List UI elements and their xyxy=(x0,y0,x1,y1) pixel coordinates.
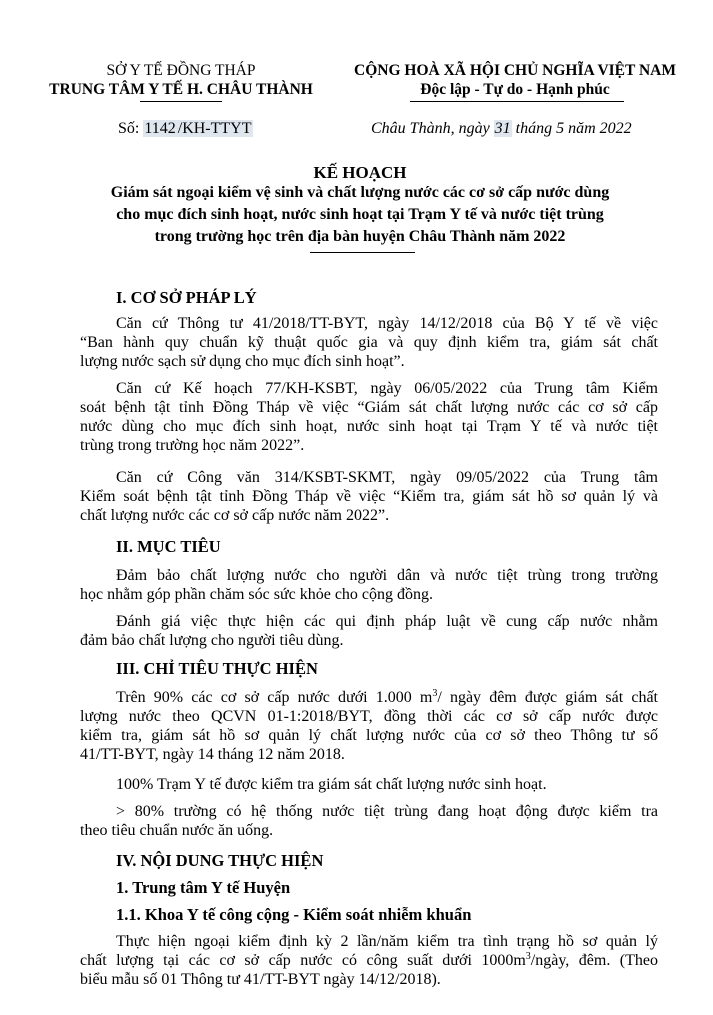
doc-subtitle-line2: cho mục đích sinh hoạt, nước sinh hoạt tại Trạm Y tế và nước tiệt trùng xyxy=(116,206,604,223)
paragraph-line: biểu mẫu số 01 Thông tư 41/TT-BYT ngày 14/12/2018). xyxy=(80,971,441,988)
paragraph-content-1 xyxy=(80,932,658,989)
org-name: TRUNG TÂM Y TẾ H. CHÂU THÀNH xyxy=(49,81,313,98)
superscript: 3 xyxy=(525,951,531,962)
paragraph-line: Đảm bảo chất lượng nước cho người dân và nước tiệt trùng trong trường xyxy=(116,567,658,584)
superscript: 3 xyxy=(432,688,438,699)
text-run: chất lượng tại các cơ sở cấp nước có công suất dưới 1000m xyxy=(80,952,526,969)
paragraph-line: Đánh giá việc thực hiện các qui định pháp luật về cung cấp nước nhằm xyxy=(116,613,658,630)
paragraph-line: đảm bảo chất lượng cho người tiêu dùng. xyxy=(80,632,344,649)
doc-title: KẾ HOẠCH xyxy=(313,163,407,182)
paragraph-target-2 xyxy=(80,775,658,794)
doc-number xyxy=(118,120,253,138)
paragraph-line: trùng trong trường học năm 2022”. xyxy=(80,437,305,454)
paragraph-line: Căn cứ Thông tư 41/2018/TT-BYT, ngày 14/12/2018 của Bộ Y tế về việc xyxy=(116,315,658,332)
doc-number-value: 1142 xyxy=(144,120,176,137)
paragraph-line: 41/TT-BYT, ngày 14 tháng 12 năm 2018. xyxy=(80,746,345,763)
text-run: /ngày, đêm. (Theo xyxy=(530,952,658,969)
paragraph-legal-3 xyxy=(80,468,658,525)
paragraph-line: nước dùng cho mục đích sinh hoạt, nước sinh hoạt tại Trạm Y tế và nước tiệt xyxy=(80,418,658,435)
doc-number-suffix: /KH-TTYT xyxy=(177,120,252,137)
subsection-public-health: 1.1. Khoa Y tế công cộng - Kiểm soát nhiễm khuẩn xyxy=(116,905,472,924)
text-run: / ngày đêm được giám sát chất xyxy=(437,689,658,706)
paragraph-line: > 80% trường có hệ thống nước tiệt trùng đang hoạt động được kiểm tra xyxy=(116,803,658,820)
section-targets: III. CHỈ TIÊU THỰC HIỆN xyxy=(116,659,318,678)
motto-underline xyxy=(410,101,624,102)
paragraph-legal-2 xyxy=(80,379,658,455)
paragraph-line: theo tiêu chuẩn nước ăn uống. xyxy=(80,822,274,839)
paragraph-line: Thực hiện ngoại kiểm định kỳ 2 lần/năm kiểm tra tình trạng hồ sơ quản lý xyxy=(116,933,658,950)
paragraph-line: học nhằm góp phần chăm sóc sức khỏe cho cộng đồng. xyxy=(80,586,434,603)
title-underline xyxy=(310,252,415,253)
doc-number-prefix: Số: xyxy=(118,120,140,137)
paragraph-line: lượng nước sạch sử dụng cho mục đích sinh hoạt”. xyxy=(80,353,405,370)
section-content: IV. NỘI DUNG THỰC HIỆN xyxy=(116,851,324,870)
doc-subtitle-line3: trong trường học trên địa bàn huyện Châu Thành năm 2022 xyxy=(154,228,566,245)
subsection-district-center: 1. Trung tâm Y tế Huyện xyxy=(116,878,291,897)
date-suffix: tháng 5 năm 2022 xyxy=(515,120,632,137)
paragraph-line: 100% Trạm Y tế được kiểm tra giám sát chất lượng nước sinh hoạt. xyxy=(116,776,547,793)
paragraph-line xyxy=(80,951,658,970)
date-day: 31 xyxy=(494,120,511,137)
paragraph-objective-2 xyxy=(80,612,658,650)
paragraph-line: chất lượng nước các cơ sở cấp nước năm 2022”. xyxy=(80,507,390,524)
org-underline xyxy=(140,101,222,102)
country-name: CỘNG HOÀ XÃ HỘI CHỦ NGHĨA VIỆT NAM xyxy=(354,62,676,79)
text-run: Trên 90% các cơ sở cấp nước dưới 1.000 m xyxy=(116,689,433,706)
section-legal-basis: I. CƠ SỞ PHÁP LÝ xyxy=(116,288,257,307)
date-prefix: Châu Thành, ngày xyxy=(371,120,490,137)
paragraph-line: Căn cứ Kế hoạch 77/KH-KSBT, ngày 06/05/2022 của Trung tâm Kiểm xyxy=(116,380,658,397)
doc-date xyxy=(371,120,632,138)
paragraph-line xyxy=(80,688,658,707)
paragraph-target-3 xyxy=(80,802,658,840)
doc-subtitle-line1: Giám sát ngoại kiểm vệ sinh và chất lượng nước các cơ sở cấp nước dùng xyxy=(110,184,610,201)
org-parent: SỞ Y TẾ ĐỒNG THÁP xyxy=(106,62,256,79)
paragraph-line: soát bệnh tật tỉnh Đồng Tháp về việc “Giám sát chất lượng nước các cơ sở cấp xyxy=(80,399,658,416)
paragraph-line: lượng nước theo QCVN 01-1:2018/BYT, đồng thời các cơ sở cấp nước được xyxy=(80,708,658,725)
paragraph-line: Kiểm soát bệnh tật tỉnh Đồng Tháp về việc “Kiểm tra, giám sát hồ sơ quản lý và xyxy=(80,488,658,505)
paragraph-line: Căn cứ Công văn 314/KSBT-SKMT, ngày 09/05/2022 của Trung tâm xyxy=(116,469,658,486)
paragraph-legal-1 xyxy=(80,314,658,371)
section-objectives: II. MỤC TIÊU xyxy=(116,537,221,556)
paragraph-line: kiểm tra, giám sát hồ sơ quản lý chất lượng nước của cơ sở theo Thông tư số xyxy=(80,727,658,744)
motto: Độc lập - Tự do - Hạnh phúc xyxy=(420,81,610,98)
paragraph-objective-1 xyxy=(80,566,658,604)
paragraph-target-1 xyxy=(80,688,658,764)
paragraph-line: “Ban hành quy chuẩn kỹ thuật quốc gia và quy định kiểm tra, giám sát chất xyxy=(80,334,658,351)
